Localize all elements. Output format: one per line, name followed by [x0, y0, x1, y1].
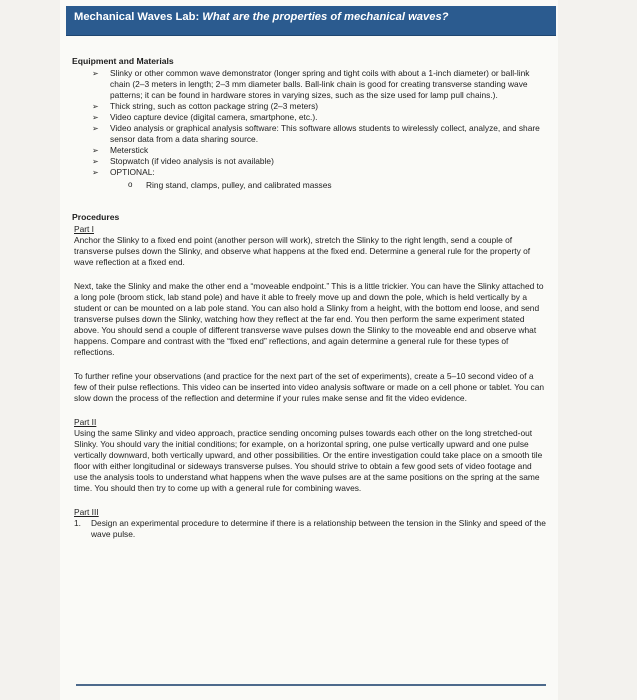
- part1-paragraph-3: To further refine your observations (and practice for the next part of the set of experiments), create a 5–10 second video of a few of their pulse reflections. This video can be inserted into video analysis software or made on a cell phone or tablet. You can slow down the process of the reflection and determine if your rules make sense and fit the video evidence.: [74, 371, 545, 403]
- equipment-item: ➢ Video capture device (digital camera, smartphone, etc.).: [92, 112, 318, 122]
- equipment-item: ➢ Slinky or other common wave demonstrator (longer spring and tight coils with about a 1-inch diameter) or ball-link chain (2–3 meters in length; 2–3 mm diameter balls. Ball-link chain is good for creating transverse standing wave patterns; it can be found in hardware stores in varying sizes, such as the size used for lamp pull chains.).: [92, 68, 530, 100]
- arrow-bullet-icon: ➢: [92, 146, 99, 155]
- part1-paragraph-1: Anchor the Slinky to a fixed end point (another person will work), stretch the Slinky to the right length, send a couple of transverse pulses down the Slinky, and observe what happens at the fixed end. Determine a general rule for the property of wave reflection at a fixed end.: [74, 235, 531, 267]
- arrow-bullet-icon: ➢: [92, 157, 99, 166]
- equipment-item: ➢ Stopwatch (if video analysis is not available): [92, 156, 274, 166]
- equipment-heading: Equipment and Materials: [72, 56, 174, 66]
- equipment-list: [70, 68, 546, 191]
- equipment-item: ➢ Video analysis or graphical analysis software: This software allows students to wirelessly collect, analyze, and share sensor data from a data sharing source.: [92, 123, 540, 144]
- lab-title-prefix: Mechanical Waves Lab:: [74, 11, 203, 23]
- procedures-heading: Procedures: [72, 212, 120, 222]
- arrow-bullet-icon: ➢: [92, 69, 99, 78]
- optional-list: [110, 180, 546, 191]
- circle-bullet-icon: o: [128, 180, 133, 189]
- equipment-section: [70, 56, 546, 191]
- footer-divider: [76, 684, 546, 686]
- document-content: [70, 56, 546, 540]
- part1-label: Part I: [74, 224, 95, 234]
- optional-item: o Ring stand, clamps, pulley, and calibrated masses: [128, 180, 332, 190]
- equipment-item: ➢ Meterstick: [92, 145, 149, 155]
- arrow-bullet-icon: ➢: [92, 113, 99, 122]
- equipment-item: ➢ OPTIONAL: o Ring stand, clamps, pulley, and calibrated masses: [92, 167, 546, 191]
- part3-label: Part III: [74, 507, 99, 517]
- arrow-bullet-icon: ➢: [92, 168, 99, 177]
- arrow-bullet-icon: ➢: [92, 124, 99, 133]
- lab-title-bar: [66, 6, 556, 36]
- part3-item-number: 1.: [74, 518, 81, 528]
- part3-item: [74, 518, 546, 540]
- lab-title-question: What are the properties of mechanical waves?: [202, 11, 449, 23]
- arrow-bullet-icon: ➢: [92, 102, 99, 111]
- part1-paragraph-2: Next, take the Slinky and make the other end a “moveable endpoint.” This is a little trickier. You can have the Slinky attached to a long pole (broom stick, lab stand pole) and have it able to freely move up and down the pole, which is held vertically by a student or can be mounted on a lab pole stand. You can also hold a Slinky from a height, with the bottom end loose, and send transverse pulses down the Slinky, watching how they reflect at the far end. You then perform the same experiment stated above. You should send a couple of different transverse wave pulses down the Slinky to the moveable end and observe what happens. Compare and contrast with the “fixed end” reflections, and again determine a general rule for these types of reflections.: [74, 281, 544, 357]
- procedures-section: [70, 212, 546, 540]
- part3-item-text: Design an experimental procedure to determine if there is a relationship between the tension in the Slinky and speed of the wave pulse.: [91, 518, 546, 539]
- part2-label: Part II: [74, 417, 97, 427]
- part2-paragraph-1: Using the same Slinky and video approach, practice sending oncoming pulses towards each other on the long stretched-out Slinky. You should vary the initial conditions; for example, on a horizontal spring, one pulse vertically upward and one pulse vertically downward, both vertically upward, and other possibilities. Or the entire investigation could take place on a smooth tile floor with either longitudinal or sideways transverse pulses. You should strive to obtain a few good sets of video footage and use the analysis tools to understand what happens when the wave pulses are at the same positions on the spring at the same time. You should then try to come up with a general rule for combining waves.: [74, 428, 543, 493]
- equipment-item: ➢ Thick string, such as cotton package string (2–3 meters): [92, 101, 319, 111]
- part3-list: [70, 518, 546, 540]
